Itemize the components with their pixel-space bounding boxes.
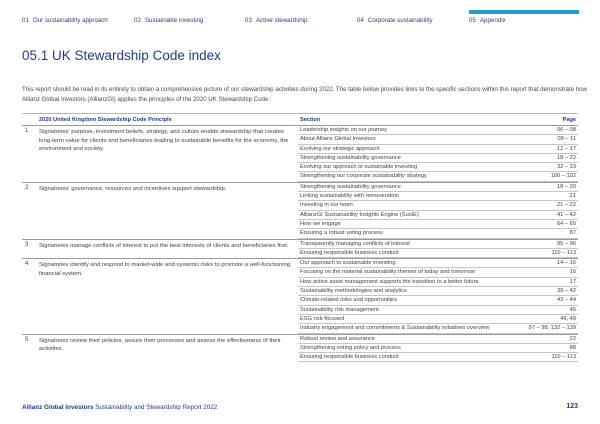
nav-item-number: 04	[357, 17, 364, 24]
table-row[interactable]	[298, 335, 578, 344]
active-section-indicator	[469, 10, 579, 14]
section-link[interactable]: AllianzGI Sustainability Insights Engine (SusIE)	[300, 211, 419, 218]
principle-text: Signatories identify and respond to market-wide and systemic risks to promote a well-functioning financial system.	[39, 262, 291, 277]
section-link[interactable]: Evolving our approach to sustainable investing	[300, 164, 418, 171]
section-link[interactable]: Industry engagement and commitments & Sustainability initiatives overview	[300, 325, 490, 332]
section-link[interactable]: ESG risk-focused	[300, 315, 345, 322]
page-number: 123	[566, 403, 578, 410]
section-list	[298, 335, 578, 363]
principle-group	[22, 239, 578, 259]
page-reference[interactable]: 41 – 42	[557, 211, 576, 218]
table-row[interactable]	[298, 145, 578, 154]
header-page: Page	[562, 117, 576, 123]
page-reference[interactable]: 06 – 08	[557, 127, 576, 133]
section-link[interactable]: Linking sustainability with remuneration	[300, 193, 399, 200]
nav-item-label: Sustainable investing	[144, 17, 204, 24]
table-body	[22, 125, 578, 362]
table-row[interactable]	[298, 324, 578, 333]
section-link[interactable]: Ensuring a robust voting process	[300, 230, 383, 237]
page-reference[interactable]: 87	[569, 230, 576, 237]
table-row[interactable]	[298, 249, 578, 258]
principle-number: 5	[25, 336, 29, 343]
section-link[interactable]: Ensuring responsible business conduct	[300, 249, 399, 256]
table-row[interactable]	[298, 172, 578, 181]
section-list	[298, 183, 578, 239]
page-reference[interactable]: 14 – 16	[557, 260, 576, 267]
table-row[interactable]	[298, 229, 578, 238]
section-link[interactable]: Strengthening sustainability governance	[300, 154, 401, 161]
section-link[interactable]: Climate-related risks and opportunities	[300, 297, 398, 304]
principle-text: Signatories' purpose, investment beliefs, strategy, and culture enable stewardship that creates long-term value for clients and beneficiaries leading to sustainable benefits for the economy, the environment and society.	[39, 129, 289, 153]
principle-group	[22, 125, 578, 182]
section-link[interactable]: Sustainability methodologies and analytics	[300, 288, 407, 295]
stewardship-code-table	[22, 113, 578, 362]
section-link[interactable]: About Allianz Global Investors	[300, 136, 376, 143]
page-reference[interactable]: 110 – 113	[551, 249, 576, 256]
page-reference[interactable]: 64 – 65	[557, 220, 576, 227]
table-row[interactable]	[298, 211, 578, 220]
section-link[interactable]: Focusing on the material sustainability themes of today and tomorrow	[300, 269, 475, 276]
nav-item-label: Appendix	[479, 17, 506, 24]
footer	[22, 404, 217, 411]
section-list	[298, 259, 578, 333]
section-link[interactable]: Our approach to sustainable investing	[300, 260, 396, 267]
section-link[interactable]: Transparently managing conflicts of interest	[300, 240, 410, 247]
page-reference[interactable]: 43 – 44	[557, 297, 576, 304]
page-reference[interactable]: 18 – 20	[557, 183, 576, 190]
page-reference[interactable]: 16	[569, 269, 576, 276]
page-reference[interactable]: 39 – 42	[557, 288, 576, 295]
nav-item-number: 03	[245, 17, 252, 24]
table-row[interactable]	[298, 278, 578, 287]
table-row[interactable]	[298, 192, 578, 201]
page-reference[interactable]: 09 – 11	[557, 136, 576, 143]
header-section: Section	[300, 117, 321, 123]
principle-number: 4	[25, 261, 29, 268]
footer-report-title: Sustainability and Stewardship Report 2022	[95, 404, 218, 411]
section-link[interactable]: Investing in our team	[300, 202, 353, 209]
section-link[interactable]: Strengthening voting policy and process	[300, 344, 401, 351]
table-row[interactable]	[298, 344, 578, 353]
section-link[interactable]: How we engage	[300, 220, 341, 227]
section-link[interactable]: Evolving our strategic approach	[300, 145, 380, 152]
principle-text: Signatories' governance, resources and incentives support stewardship.	[39, 185, 227, 192]
section-link[interactable]: Sustainability risk management	[300, 306, 379, 313]
section-link[interactable]: Robust review and assurance	[300, 335, 375, 342]
principle-group	[22, 334, 578, 363]
table-row[interactable]	[298, 259, 578, 268]
intro-paragraph: This report should be read in its entirety to obtain a comprehensive picture of our stewardship activities during 2022. The table below provides links to the specific sections within this report that demonstrate how Allianz Global Investors (AllianzGI) applies the principles of the 2020 UK Stewardship Code.	[22, 86, 587, 103]
table-row[interactable]	[298, 296, 578, 305]
table-row[interactable]	[298, 315, 578, 324]
principle-text: Signatories review their policies, assure their processes and assess the effectiveness of their activities.	[39, 337, 281, 353]
table-row[interactable]	[298, 201, 578, 210]
nav-item-label: Our sustainability approach	[32, 17, 108, 24]
page-reference[interactable]: 45	[569, 306, 576, 313]
table-row[interactable]	[298, 240, 578, 249]
principle-text: Signatories manage conflicts of interest to put the best interests of clients and beneficiaries first.	[39, 242, 289, 249]
table-row[interactable]	[298, 220, 578, 229]
page-reference[interactable]: 95 – 96	[557, 240, 576, 247]
page-reference[interactable]: 22	[569, 335, 576, 342]
nav-item-sustainability-approach[interactable]	[22, 17, 108, 24]
nav-item-sustainable-investing[interactable]	[134, 17, 203, 24]
principle-number: 3	[25, 241, 29, 248]
principle-group	[22, 258, 578, 333]
page-reference[interactable]: 110 – 113	[551, 354, 576, 361]
section-link[interactable]: Leadership insights on our journey	[300, 127, 387, 133]
table-row[interactable]	[298, 135, 578, 144]
page-reference[interactable]: 88	[569, 344, 576, 351]
page-reference[interactable]: 18 – 22	[557, 154, 576, 161]
page-reference[interactable]: 32 – 33	[557, 164, 576, 171]
section-link[interactable]: How active asset management supports the transition to a better future	[300, 278, 479, 285]
principle-number: 2	[25, 184, 29, 191]
nav-item-number: 01	[22, 17, 29, 24]
page-reference[interactable]: 100 – 102	[550, 173, 576, 180]
nav-item-number: 02	[134, 17, 141, 24]
nav-item-number: 05	[469, 17, 476, 24]
page-reference[interactable]: 21 – 22	[557, 202, 576, 209]
footer-brand: Allianz Global Investors	[22, 404, 94, 411]
principle-group	[22, 182, 578, 239]
table-row[interactable]	[298, 268, 578, 277]
table-row[interactable]	[298, 353, 578, 362]
nav-item-corporate-sustainability[interactable]	[357, 17, 433, 24]
table-row[interactable]	[298, 183, 578, 192]
table-row[interactable]	[298, 154, 578, 163]
section-link[interactable]: Strengthening our corporate sustainability strategy	[300, 173, 427, 180]
nav-item-active-stewardship[interactable]	[245, 17, 307, 24]
section-link[interactable]: Ensuring responsible business conduct	[300, 354, 399, 361]
nav-item-appendix[interactable]	[469, 17, 506, 24]
table-row[interactable]	[298, 306, 578, 315]
page-reference[interactable]: 21	[569, 193, 576, 200]
section-list	[298, 126, 578, 182]
table-row[interactable]	[298, 287, 578, 296]
table-row[interactable]	[298, 163, 578, 172]
section-list	[298, 240, 578, 259]
page-reference[interactable]: 46, 49	[560, 315, 576, 322]
table-header	[22, 113, 578, 125]
page-reference[interactable]: 97 – 98; 132 – 139	[528, 325, 576, 332]
nav-item-label: Active stewardship	[255, 17, 308, 24]
section-link[interactable]: Strengthening sustainability governance	[300, 183, 401, 190]
page-reference[interactable]: 17	[569, 278, 576, 285]
page-title: 05.1 UK Stewardship Code index	[22, 48, 221, 63]
table-row[interactable]	[298, 126, 578, 135]
top-navigation	[0, 0, 600, 30]
page-reference[interactable]: 12 – 17	[557, 145, 576, 152]
principle-number: 1	[25, 128, 29, 134]
header-principle: 2020 United Kingdom Stewardship Code Principle	[39, 117, 172, 123]
nav-item-label: Corporate sustainability	[367, 17, 433, 24]
